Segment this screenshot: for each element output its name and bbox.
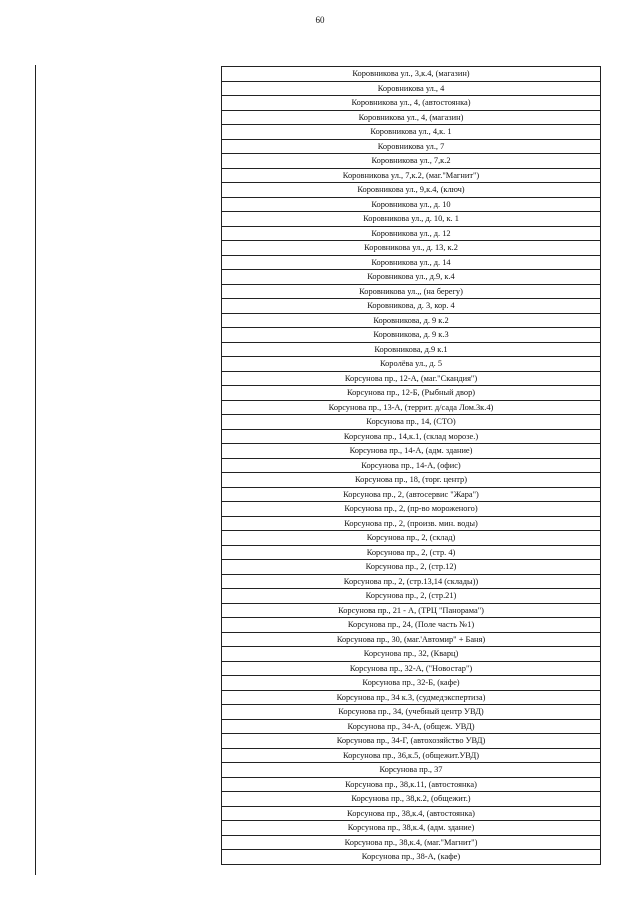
- table-row: [222, 545, 601, 560]
- table-row: [222, 81, 601, 96]
- table-row: [222, 835, 601, 850]
- address-cell: Корсунова пр., 34-Г, (автохозяйство УВД): [222, 734, 601, 749]
- address-cell: Королёва ул., д. 5: [222, 357, 601, 372]
- address-cell: Коровникова ул., 3,к.4, (магазин): [222, 67, 601, 82]
- table-row: [222, 603, 601, 618]
- address-cell: Корсунова пр., 2, (автосервис "Жара"): [222, 487, 601, 502]
- page-number: 60: [315, 15, 325, 25]
- address-cell: Коровникова ул., 4, (магазин): [222, 110, 601, 125]
- address-cell: Корсунова пр., 38,к.11, (автостоянка): [222, 777, 601, 792]
- address-cell: Корсунова пр., 12-Б, (Рыбный двор): [222, 386, 601, 401]
- table-row: [222, 473, 601, 488]
- table-row: [222, 763, 601, 778]
- table-row: [222, 284, 601, 299]
- address-cell: Корсунова пр., 38,к.4, (адм. здание): [222, 821, 601, 836]
- table-row: [222, 618, 601, 633]
- address-cell: Коровникова ул.,, (на берегу): [222, 284, 601, 299]
- table-row: [222, 154, 601, 169]
- address-cell: Корсунова пр., 30, (маг.'Автомир" + Баня): [222, 632, 601, 647]
- address-cell: Корсунова пр., 2, (стр.21): [222, 589, 601, 604]
- address-cell: Корсунова пр., 34-А, (общеж. УВД): [222, 719, 601, 734]
- address-cell: Корсунова пр., 36,к.5, (общежит.УВД): [222, 748, 601, 763]
- address-cell: Коровникова, д.9 к.1: [222, 342, 601, 357]
- address-cell: Коровникова ул., д. 10, к. 1: [222, 212, 601, 227]
- table-row: [222, 212, 601, 227]
- table-row: [222, 748, 601, 763]
- table-row: [222, 719, 601, 734]
- table-row: [222, 705, 601, 720]
- table-row: [222, 560, 601, 575]
- table-row: [222, 415, 601, 430]
- table-row: [222, 96, 601, 111]
- table-row: [222, 299, 601, 314]
- table-row: [222, 400, 601, 415]
- table-row: [222, 574, 601, 589]
- table-row: [222, 125, 601, 140]
- address-cell: Корсунова пр., 14-А, (офис): [222, 458, 601, 473]
- address-cell: Корсунова пр., 2, (стр. 4): [222, 545, 601, 560]
- address-cell: Корсунова пр., 2, (произв. мин. воды): [222, 516, 601, 531]
- table-row: [222, 139, 601, 154]
- table-row: [222, 197, 601, 212]
- address-cell: Корсунова пр., 21 - А, (ТРЦ "Панорама"): [222, 603, 601, 618]
- table-row: [222, 313, 601, 328]
- address-cell: Корсунова пр., 34 к.3, (судмедэкспертиза): [222, 690, 601, 705]
- address-cell: Корсунова пр., 32-А, ("Новостар"): [222, 661, 601, 676]
- table-row: [222, 589, 601, 604]
- table-row: [222, 357, 601, 372]
- table-row: [222, 241, 601, 256]
- address-cell: Корсунова пр., 2, (пр-во мороженого): [222, 502, 601, 517]
- address-cell: Корсунова пр., 14-А, (адм. здание): [222, 444, 601, 459]
- table-row: [222, 255, 601, 270]
- address-cell: Коровникова ул., 9,к.4, (ключ): [222, 183, 601, 198]
- table-row: [222, 690, 601, 705]
- address-cell: Коровникова, д. 9 к.2: [222, 313, 601, 328]
- address-cell: Коровникова ул., д. 10: [222, 197, 601, 212]
- address-cell: Корсунова пр., 38,к.2, (общежит.): [222, 792, 601, 807]
- table-row: [222, 386, 601, 401]
- address-cell: Коровникова ул., 7: [222, 139, 601, 154]
- address-cell: Коровникова ул., 4: [222, 81, 601, 96]
- address-table: [221, 66, 601, 865]
- address-cell: Корсунова пр., 38,к.4, (автостоянка): [222, 806, 601, 821]
- table-row: [222, 777, 601, 792]
- table-row: [222, 487, 601, 502]
- table-row: [222, 734, 601, 749]
- table-row: [222, 168, 601, 183]
- table-row: [222, 821, 601, 836]
- address-cell: Корсунова пр., 24, (Поле часть №1): [222, 618, 601, 633]
- address-cell: Коровникова ул., 4, (автостоянка): [222, 96, 601, 111]
- table-row: [222, 516, 601, 531]
- address-cell: Коровникова ул., д.9, к.4: [222, 270, 601, 285]
- table-row: [222, 792, 601, 807]
- table-row: [222, 676, 601, 691]
- address-cell: Корсунова пр., 2, (стр.13,14 (склады)): [222, 574, 601, 589]
- table-row: [222, 270, 601, 285]
- table-row: [222, 110, 601, 125]
- table-row: [222, 850, 601, 865]
- table-row: [222, 342, 601, 357]
- table-row: [222, 371, 601, 386]
- table-row: [222, 661, 601, 676]
- left-margin-rule: [35, 65, 36, 875]
- address-cell: Коровникова ул., д. 14: [222, 255, 601, 270]
- table-row: [222, 67, 601, 82]
- address-cell: Коровникова ул., 4,к. 1: [222, 125, 601, 140]
- address-cell: Корсунова пр., 32-Б, (кафе): [222, 676, 601, 691]
- table-row: [222, 502, 601, 517]
- table-row: [222, 806, 601, 821]
- address-cell: Корсунова пр., 2, (склад): [222, 531, 601, 546]
- address-cell: Корсунова пр., 14, (СТО): [222, 415, 601, 430]
- address-cell: Корсунова пр., 13-А, (террит. д/сада Лом.3к.4): [222, 400, 601, 415]
- table-row: [222, 183, 601, 198]
- address-cell: Корсунова пр., 2, (стр.12): [222, 560, 601, 575]
- address-cell: Корсунова пр., 32, (Кварц): [222, 647, 601, 662]
- address-cell: Коровникова ул., 7,к.2, (маг."Магнит"): [222, 168, 601, 183]
- address-cell: Коровникова, д. 9 к.3: [222, 328, 601, 343]
- address-cell: Коровникова ул., д. 13, к.2: [222, 241, 601, 256]
- address-table-body: [222, 67, 601, 865]
- address-cell: Корсунова пр., 38,к.4, (маг."Магнит"): [222, 835, 601, 850]
- table-row: [222, 458, 601, 473]
- address-cell: Коровникова ул., д. 12: [222, 226, 601, 241]
- address-cell: Корсунова пр., 37: [222, 763, 601, 778]
- address-cell: Коровникова, д. 3, кор. 4: [222, 299, 601, 314]
- table-row: [222, 444, 601, 459]
- table-row: [222, 328, 601, 343]
- address-cell: Корсунова пр., 12-А, (маг."Скандия"): [222, 371, 601, 386]
- table-row: [222, 632, 601, 647]
- address-cell: Корсунова пр., 18, (торг. центр): [222, 473, 601, 488]
- table-row: [222, 226, 601, 241]
- address-cell: Корсунова пр., 34, (учебный центр УВД): [222, 705, 601, 720]
- address-cell: Коровникова ул., 7,к.2: [222, 154, 601, 169]
- address-cell: Корсунова пр., 14,к.1, (склад морозе.): [222, 429, 601, 444]
- table-row: [222, 531, 601, 546]
- table-row: [222, 647, 601, 662]
- table-row: [222, 429, 601, 444]
- address-cell: Корсунова пр., 38-А, (кафе): [222, 850, 601, 865]
